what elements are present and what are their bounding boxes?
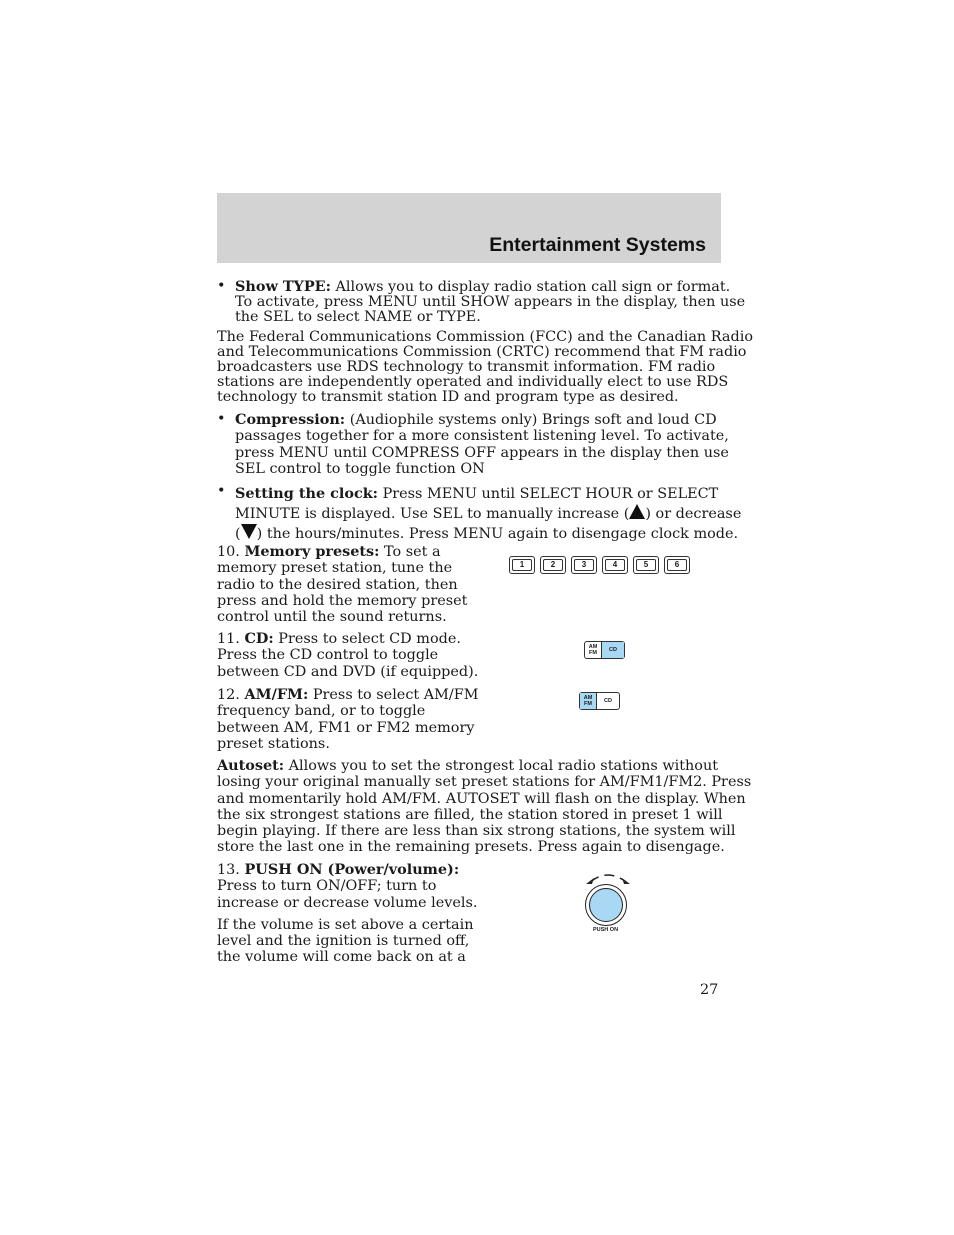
text-line: and Telecommunications Commission (CRTC) recommend that FM radio xyxy=(217,344,747,360)
amfm-button[interactable] xyxy=(580,693,597,709)
text-line: technology to transmit station ID and program type as desired. xyxy=(217,389,679,405)
text-line: the SEL to select NAME or TYPE. xyxy=(235,309,481,325)
fcc-paragraph xyxy=(217,330,753,405)
preset-button-2[interactable]: 2 xyxy=(540,556,566,574)
push-on-item xyxy=(217,862,477,966)
text-line: SEL control to toggle function ON xyxy=(235,460,485,477)
up-arrow-icon xyxy=(629,504,645,519)
autoset-label: Autoset: xyxy=(217,757,285,774)
text-line: store the last one in the remaining presets. Press again to disengage. xyxy=(217,839,725,856)
show-type-label: Show TYPE: xyxy=(235,278,331,295)
bullet: • xyxy=(217,278,226,294)
text-line: radio to the desired station, then xyxy=(217,576,458,593)
text-line: increase or decrease volume levels. xyxy=(217,894,478,911)
text-line: between CD and DVD (if equipped). xyxy=(217,663,479,680)
autoset-paragraph xyxy=(217,758,751,856)
clock-label: Setting the clock: xyxy=(235,485,378,502)
bullet: • xyxy=(217,483,226,499)
text-line: press MENU until COMPRESS OFF appears in the display then use xyxy=(235,444,729,461)
show-type-item xyxy=(235,279,745,325)
push-on-text: PUSH ON xyxy=(593,927,619,933)
text-line: (Audiophile systems only) Brings soft and loud CD xyxy=(345,412,717,428)
clock-item xyxy=(235,484,741,544)
amfm-switch-illustration xyxy=(579,692,620,710)
text-line: losing your original manually set preset stations for AM/FM1/FM2. Press xyxy=(217,774,752,791)
section-header xyxy=(217,193,721,263)
preset-button-1[interactable]: 1 xyxy=(509,556,535,574)
text-line: and momentarily hold AM/FM. AUTOSET will flash on the display. When xyxy=(217,790,746,807)
memory-presets-label: Memory presets: xyxy=(244,543,380,560)
compression-item xyxy=(235,412,729,477)
compression-label: Compression: xyxy=(235,411,346,428)
cd-switch-illustration xyxy=(584,641,625,659)
text-line: Press MENU until SELECT HOUR or SELECT xyxy=(378,486,719,502)
preset-button-5[interactable]: 5 xyxy=(633,556,659,574)
text-line: Press to turn ON/OFF; turn to xyxy=(217,878,437,895)
cd-label: CD: xyxy=(244,630,274,647)
text-line: MINUTE is displayed. Use SEL to manually increase ( xyxy=(235,506,630,522)
item-number: 12. xyxy=(217,687,245,703)
memory-presets-item xyxy=(217,544,467,625)
item-number: 10. xyxy=(217,544,245,560)
fm-text: FM xyxy=(589,650,597,656)
text-line: Press the CD control to toggle xyxy=(217,647,439,664)
item-number: 13. xyxy=(217,862,245,878)
text-line: To set a xyxy=(379,544,441,560)
text-line: the volume will come back on at a xyxy=(217,949,466,966)
volume-knob-illustration xyxy=(580,870,636,940)
text-line: memory preset station, tune the xyxy=(217,560,453,577)
cd-item xyxy=(217,631,478,680)
push-on-label: PUSH ON (Power/volume): xyxy=(244,861,460,878)
text-line: begin playing. If there are less than six strong stations, the system will xyxy=(217,823,736,840)
page-number: 27 xyxy=(700,982,719,998)
amfm-item xyxy=(217,687,478,752)
am-text: AM xyxy=(583,695,593,701)
text-line: Allows you to display radio station call sign or format. xyxy=(330,279,731,295)
fm-text: FM xyxy=(584,701,592,707)
cd-button[interactable]: CD xyxy=(602,642,624,658)
text-line: ) the hours/minutes. Press MENU again to disengage clock mode. xyxy=(256,526,739,542)
am-text: AM xyxy=(588,644,598,650)
text-line: between AM, FM1 or FM2 memory xyxy=(217,719,475,736)
text-line: The Federal Communications Commission (FCC) and the Canadian Radio xyxy=(217,329,753,345)
text-line: Press to select CD mode. xyxy=(273,631,461,647)
cd-segment[interactable]: CD xyxy=(604,698,612,704)
item-number: 11. xyxy=(217,631,245,647)
text-line: Press to select AM/FM xyxy=(308,687,479,703)
text-line: press and hold the memory preset xyxy=(217,592,468,609)
text-line: control until the sound returns. xyxy=(217,609,447,626)
preset-button-3[interactable]: 3 xyxy=(571,556,597,574)
text-line: stations are independently operated and individually elect to use RDS xyxy=(217,374,729,390)
text-line: Allows you to set the strongest local radio stations without xyxy=(284,758,719,774)
power-volume-knob[interactable] xyxy=(585,884,627,926)
amfm-label: AM/FM: xyxy=(244,686,309,703)
text-line: passages together for a more consistent listening level. To activate, xyxy=(235,428,729,445)
text-line: ) or decrease xyxy=(645,506,742,522)
section-title: Entertainment Systems xyxy=(489,234,706,256)
bullet: • xyxy=(217,411,226,427)
text-line: If the volume is set above a certain xyxy=(217,916,474,933)
text-line: ( xyxy=(235,526,241,542)
text-line: broadcasters use RDS technology to transmit information. FM radio xyxy=(217,359,716,375)
text-line: preset stations. xyxy=(217,735,330,752)
text-line: frequency band, or to toggle xyxy=(217,703,426,720)
text-line: To activate, press MENU until SHOW appears in the display, then use xyxy=(235,294,746,310)
preset-button-4[interactable]: 4 xyxy=(602,556,628,574)
text-line: the six strongest stations are filled, the station stored in preset 1 will xyxy=(217,806,723,823)
down-arrow-icon xyxy=(241,524,257,539)
preset-button-6[interactable]: 6 xyxy=(664,556,690,574)
text-line: level and the ignition is turned off, xyxy=(217,933,470,950)
amfm-segment[interactable] xyxy=(585,642,602,658)
